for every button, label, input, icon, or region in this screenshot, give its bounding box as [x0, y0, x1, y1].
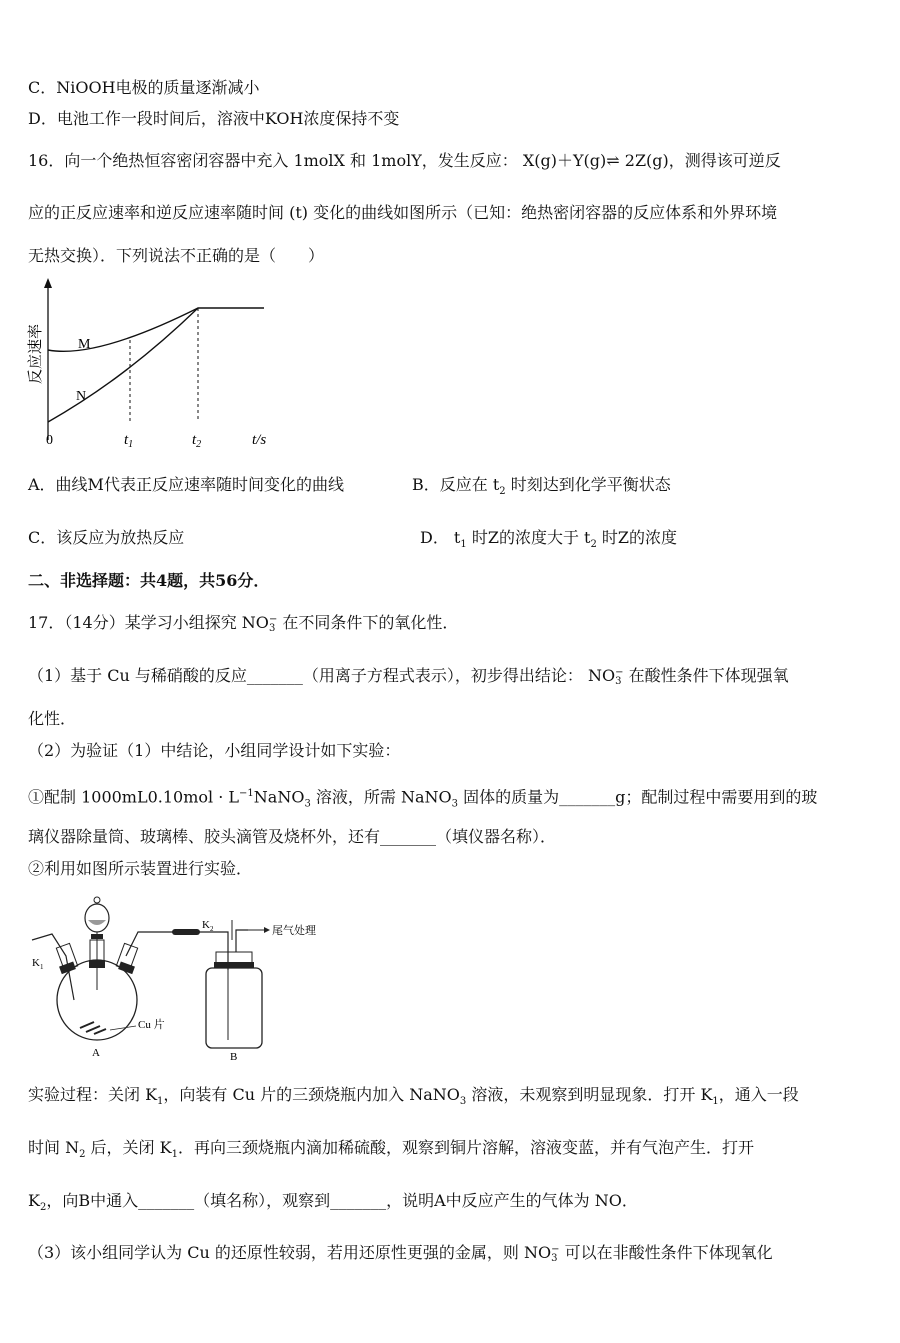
q16-stem-line3: 无热交换）．下列说法不正确的是（ ） — [28, 246, 325, 265]
q17-part1-cont: 化性． — [28, 709, 77, 728]
connecting-tube — [126, 932, 228, 970]
t1-label: $t_1$ — [124, 432, 134, 450]
bottle-b — [206, 968, 262, 1048]
q17-part2a: ①配制 $1000mL0.10mol \cdot L^{-1}NaNO_3$ 溶液，所需 NaNO$_3$ 固体的质量为_______g；配制过程中需要用到的玻 — [28, 787, 818, 810]
q17-procedure-line1: 实验过程：关闭 $K_1$，向装有 Cu 片的三颈烧瓶内加入 NaNO$_3$ 溶液，未观察到明显现象．打开 $K_1$，通入一段 — [28, 1085, 799, 1108]
q15-option-c: C．NiOOH电极的质量逐渐减小 — [28, 78, 260, 97]
q17-part2b: ②利用如图所示装置进行实验． — [28, 859, 253, 878]
curve-n — [48, 308, 198, 422]
curve-n-label: N — [76, 389, 87, 404]
apparatus-diagram — [22, 890, 342, 1065]
k1-label: $K_1$ — [32, 957, 44, 971]
label-b: B — [230, 1051, 238, 1063]
q16-option-a: A．曲线M代表正反应速率随时间变化的曲线 — [28, 475, 344, 494]
x-axis-label: t/s — [252, 432, 267, 448]
q17-title: 17．（14分）某学习小组探究 NO − 3 在不同条件下的氧化性． — [28, 613, 459, 634]
q16-option-c: C．该反应为放热反应 — [28, 528, 185, 547]
q16-option-b: B．反应在 $t_2$ 时刻达到化学平衡状态 — [412, 475, 671, 498]
curve-m-label: M — [78, 337, 91, 352]
q16-stem-line2: 应的正反应速率和逆反应速率随时间 (t) 变化的曲线如图所示（已知：绝热密闭容器的反应体系和外界环境 — [28, 203, 778, 222]
section-heading: 二、非选择题：共4题，共56分． — [28, 571, 270, 590]
dropping-funnel — [85, 904, 109, 932]
cu-pieces — [80, 1022, 106, 1034]
y-axis-arrow — [44, 278, 52, 288]
y-axis-label: 反应速率 — [28, 323, 44, 384]
q16-option-d: D． $t_1$ 时Z的浓度大于 $t_2$ 时Z的浓度 — [420, 528, 678, 551]
q17-procedure-line2: 时间 $N_2$ 后，关闭 $K_1$．再向三颈烧瓶内滴加稀硫酸，观察到铜片溶解，溶液变蓝，并有气泡产生．打开 — [28, 1138, 754, 1161]
q15-option-d: D．电池工作一段时间后，溶液中KOH浓度保持不变 — [28, 109, 400, 128]
q17-part2: （2）为验证（1）中结论，小组同学设计如下实验： — [28, 741, 401, 760]
origin-label: 0 — [46, 433, 53, 448]
q17-part2a-cont: 璃仪器除量筒、玻璃棒、胶头滴管及烧杯外，还有_______（填仪器名称）． — [28, 827, 557, 846]
tail-gas-label: 尾气处理 — [272, 925, 316, 937]
label-a: A — [92, 1047, 100, 1059]
k2-label: $K_2$ — [202, 919, 214, 933]
cu-label: Cu 片 — [138, 1019, 165, 1031]
q16-stem-line1: 16．向一个绝热恒容密闭容器中充入 1molX 和 1molY，发生反应： X(g)＋Y(g)⇌ 2Z(g)，测得该可逆反 — [28, 151, 781, 170]
q17-part1: （1）基于 Cu 与稀硝酸的反应_______（用离子方程式表示），初步得出结论： NO − 3 在酸性条件下体现强氧 — [28, 666, 789, 687]
k2-outlet-tube — [236, 930, 248, 952]
q17-part3: （3）该小组同学认为 Cu 的还原性较弱，若用还原性更强的金属，则 NO − 3 可以在非酸性条件下体现氧化 — [28, 1243, 773, 1264]
t2-label: $t_2$ — [192, 432, 202, 450]
rate-time-chart — [20, 272, 280, 462]
q17-procedure-line3: $K_2$，向B中通入_______（填名称），观察到_______，说明A中反应产生的气体为 NO． — [28, 1191, 638, 1214]
